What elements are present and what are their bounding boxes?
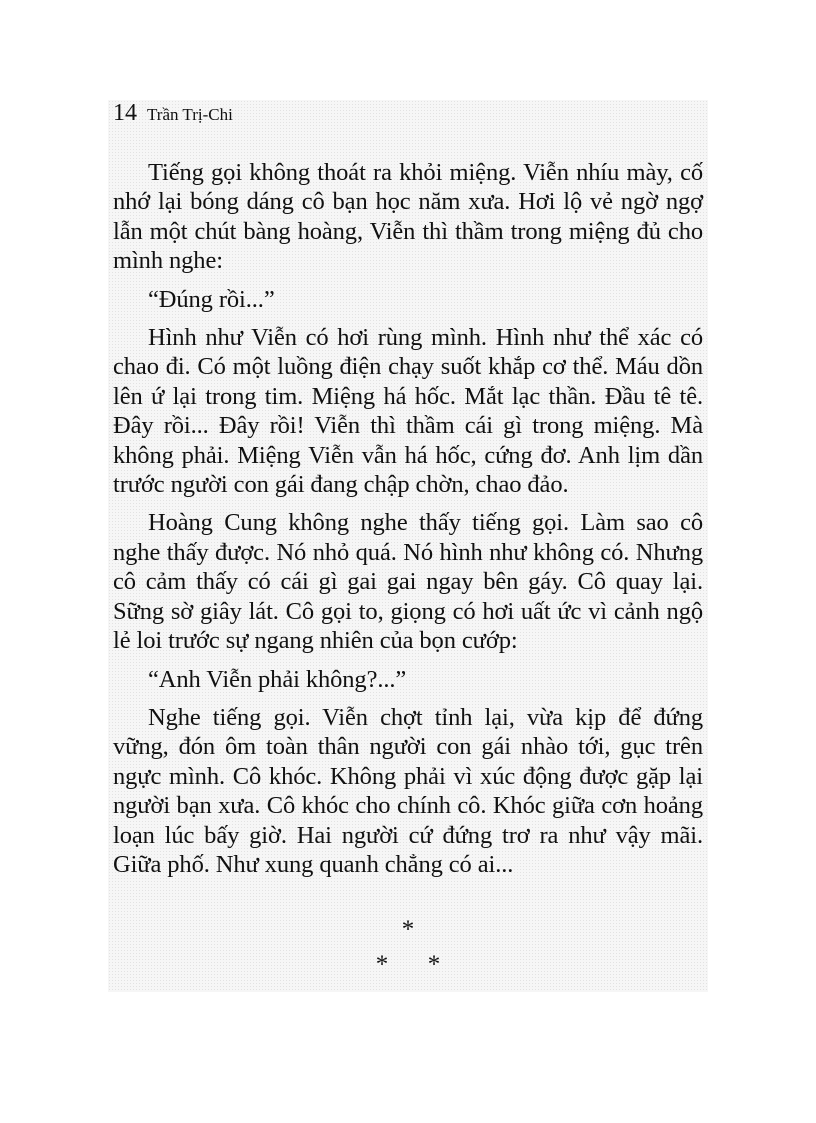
paragraph-quote: “Đúng rồi...” bbox=[148, 285, 275, 313]
running-header bbox=[113, 100, 233, 132]
paragraph: Nghe tiếng gọi. Viễn chợt tỉnh lại, vừa kịp để đứng vững, đón ôm toàn thân người con gái nhào tới, gục trên ngực mình. Cô khóc. Không phải vì xúc động được gặp lại người bạn xưa. Cô khóc cho chính cô. Khóc giữa cơn hoảng loạn lúc bấy giờ. Hai người cứ đứng trơ ra như vậy mãi. Giữa phố. Như xung quanh chẳng có ai... bbox=[113, 703, 703, 878]
paragraph: Hoàng Cung không nghe thấy tiếng gọi. Làm sao cô nghe thấy được. Nó nhỏ quá. Nó hình như không có. Nhưng cô cảm thấy có cái gì gai gai ngay bên gáy. Cô quay lại. Sững sờ giây lát. Cô gọi to, giọng có hơi uất ức vì cảnh ngộ lẻ loi trước sự ngang nhiên của bọn cướp: bbox=[113, 509, 703, 655]
page-number: 14 bbox=[113, 100, 137, 126]
paragraph: Hình như Viễn có hơi rùng mình. Hình như thể xác có chao đi. Có một luồng điện chạy suốt khắp cơ thể. Máu dồn lên ứ lại trong tim. Miệng há hốc. Mắt lạc thần. Đầu tê tê. Đây rồi... Đây rồi! Viễn thì thầm cái gì trong miệng. Mà không phải. Miệng Viễn vẫn há hốc, cứng đơ. Anh lịm dần trước người con gái đang chập chờn, chao đảo. bbox=[113, 324, 703, 499]
running-title: Trần Trị-Chi bbox=[147, 105, 233, 124]
section-break-bottom bbox=[113, 952, 703, 977]
asterisk: * bbox=[375, 951, 389, 978]
body-text bbox=[113, 158, 703, 879]
asterisk: * bbox=[427, 951, 441, 978]
paragraph-quote: “Anh Viễn phải không?...” bbox=[148, 665, 407, 693]
asterisk: * bbox=[401, 916, 415, 943]
paragraph: Tiếng gọi không thoát ra khỏi miệng. Viễn nhíu mày, cố nhớ lại bóng dáng cô bạn học năm xưa. Hơi lộ vẻ ngờ ngợ lẫn một chút bàng hoàng, Viễn thì thầm trong miệng đủ cho mình nghe: bbox=[113, 159, 703, 275]
section-break-top bbox=[113, 917, 703, 942]
